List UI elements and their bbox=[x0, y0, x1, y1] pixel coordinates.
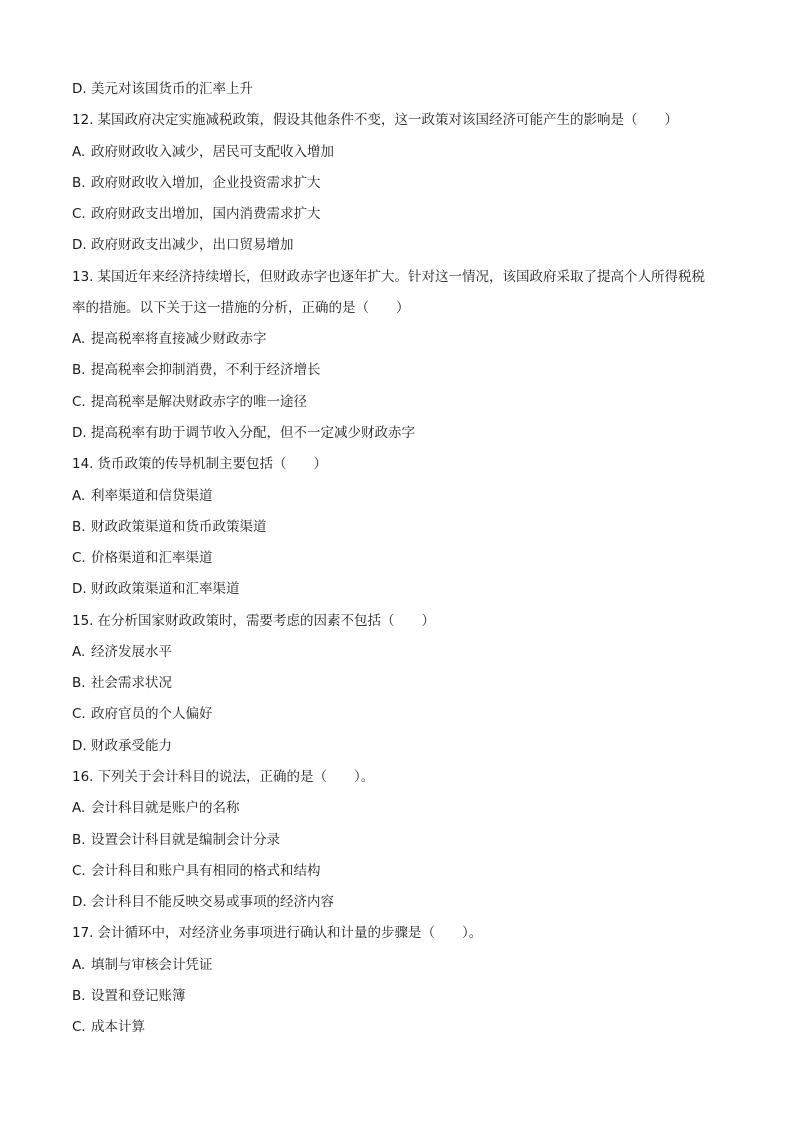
question-number: 13. bbox=[72, 268, 94, 285]
option-text: 利率渠道和信贷渠道 bbox=[91, 487, 213, 504]
option-text: 财政政策渠道和汇率渠道 bbox=[91, 581, 240, 598]
option-text: 经济发展水平 bbox=[91, 643, 172, 660]
option-text: 提高税率将直接减少财政赤字 bbox=[91, 331, 267, 348]
option-text: 会计科目就是账户的名称 bbox=[91, 800, 240, 817]
answer-option bbox=[72, 673, 172, 693]
question-number: 14. bbox=[72, 456, 94, 473]
option-letter: B. bbox=[72, 362, 86, 379]
question-text: 货币政策的传导机制主要包括（ ） bbox=[97, 456, 327, 473]
option-letter: D. bbox=[72, 737, 87, 754]
answer-option bbox=[72, 329, 267, 349]
question-stem bbox=[72, 267, 705, 287]
answer-option bbox=[72, 517, 267, 537]
answer-option bbox=[72, 486, 213, 506]
option-text: 会计科目不能反映交易或事项的经济内容 bbox=[91, 894, 334, 910]
question-number: 17. bbox=[72, 925, 94, 942]
option-letter: C. bbox=[72, 393, 86, 410]
question-text-continued: 率的措施。以下关于这一措施的分析，正确的是（ ） bbox=[72, 299, 410, 316]
answer-option bbox=[72, 579, 240, 599]
question-number: 12. bbox=[72, 112, 94, 129]
answer-option bbox=[72, 642, 172, 662]
answer-option bbox=[72, 798, 240, 818]
answer-option bbox=[72, 360, 321, 380]
option-letter: D. bbox=[72, 425, 87, 441]
option-letter: D. bbox=[72, 894, 87, 910]
answer-option bbox=[72, 1017, 145, 1037]
option-letter: A. bbox=[72, 800, 86, 817]
question-stem bbox=[72, 923, 482, 943]
option-letter: B. bbox=[72, 518, 86, 535]
option-letter: A. bbox=[72, 956, 86, 973]
question-number: 15. bbox=[72, 612, 94, 629]
question-text: 某国政府决定实施减税政策，假设其他条件不变，这一政策对该国经济可能产生的影响是（ ） bbox=[97, 112, 678, 129]
answer-option bbox=[72, 423, 415, 443]
option-letter: D. bbox=[72, 581, 87, 598]
option-text: 政府官员的个人偏好 bbox=[91, 706, 213, 723]
answer-option bbox=[72, 548, 213, 568]
option-letter: A. bbox=[72, 643, 86, 660]
option-text: 填制与审核会计凭证 bbox=[91, 956, 213, 973]
question-stem bbox=[72, 611, 435, 631]
question-text: 会计循环中，对经济业务事项进行确认和计量的步骤是（ ）。 bbox=[97, 925, 483, 942]
question-stem bbox=[72, 454, 327, 474]
answer-option bbox=[72, 830, 280, 850]
answer-option bbox=[72, 173, 321, 193]
option-text: 设置和登记账簿 bbox=[91, 987, 186, 1004]
option-text: 会计科目和账户具有相同的格式和结构 bbox=[91, 862, 321, 879]
option-text: 政府财政支出增加，国内消费需求扩大 bbox=[91, 206, 321, 223]
answer-option bbox=[72, 79, 253, 99]
answer-option bbox=[72, 736, 172, 756]
answer-option bbox=[72, 392, 307, 412]
option-text: 政府财政支出减少，出口贸易增加 bbox=[91, 237, 294, 254]
option-letter: C. bbox=[72, 706, 86, 723]
option-letter: A. bbox=[72, 487, 86, 504]
option-letter: D. bbox=[72, 81, 87, 97]
question-number: 16. bbox=[72, 768, 94, 785]
option-text: 提高税率会抑制消费，不利于经济增长 bbox=[91, 362, 321, 379]
answer-option bbox=[72, 235, 294, 255]
option-text: 成本计算 bbox=[91, 1019, 145, 1036]
question-text: 在分析国家财政政策时，需要考虑的因素不包括（ ） bbox=[97, 612, 435, 629]
option-letter: B. bbox=[72, 174, 86, 191]
option-letter: C. bbox=[72, 862, 86, 879]
option-letter: B. bbox=[72, 675, 86, 692]
option-text: 政府财政收入增加，企业投资需求扩大 bbox=[91, 174, 321, 191]
option-letter: B. bbox=[72, 831, 86, 848]
answer-option bbox=[72, 861, 321, 881]
option-text: 价格渠道和汇率渠道 bbox=[91, 550, 213, 566]
answer-option bbox=[72, 142, 334, 162]
option-letter: C. bbox=[72, 1019, 86, 1036]
answer-option bbox=[72, 892, 334, 912]
option-text: 提高税率有助于调节收入分配，但不一定减少财政赤字 bbox=[91, 425, 415, 441]
question-text: 某国近年来经济持续增长，但财政赤字也逐年扩大。针对这一情况，该国政府采取了提高个人所得税税 bbox=[97, 268, 705, 285]
option-text: 社会需求状况 bbox=[91, 675, 172, 692]
option-text: 财政承受能力 bbox=[91, 737, 172, 754]
option-text: 美元对该国货币的汇率上升 bbox=[91, 81, 253, 97]
answer-option bbox=[72, 986, 186, 1006]
option-letter: C. bbox=[72, 206, 86, 223]
option-letter: D. bbox=[72, 237, 87, 254]
option-text: 政府财政收入减少，居民可支配收入增加 bbox=[91, 143, 334, 160]
option-letter: A. bbox=[72, 143, 86, 160]
answer-option bbox=[72, 955, 213, 975]
question-stem bbox=[72, 110, 678, 130]
question-text: 下列关于会计科目的说法，正确的是（ ）。 bbox=[97, 768, 375, 785]
option-text: 设置会计科目就是编制会计分录 bbox=[91, 831, 280, 848]
answer-option bbox=[72, 704, 213, 724]
answer-option bbox=[72, 204, 321, 224]
option-letter: C. bbox=[72, 550, 86, 566]
option-letter: A. bbox=[72, 331, 86, 348]
question-stem bbox=[72, 767, 374, 787]
option-text: 财政政策渠道和货币政策渠道 bbox=[91, 518, 267, 535]
option-letter: B. bbox=[72, 987, 86, 1004]
option-text: 提高税率是解决财政赤字的唯一途径 bbox=[91, 393, 307, 410]
